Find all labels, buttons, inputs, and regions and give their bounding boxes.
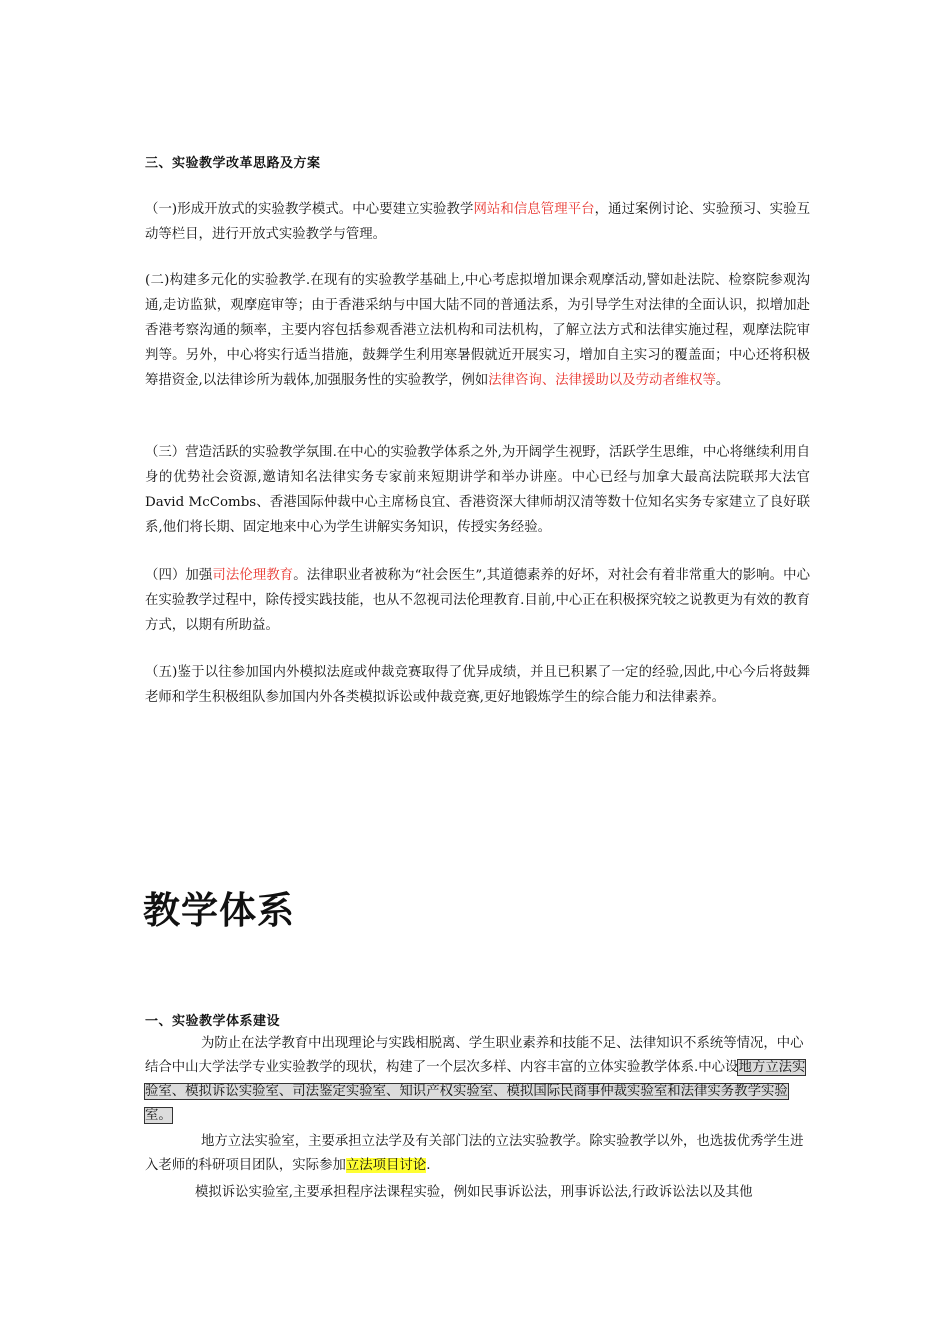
- paragraph-text: .: [426, 1158, 431, 1173]
- paragraph-open-teaching: [145, 197, 810, 247]
- paragraph-moot-lab: 模拟诉讼实验室,主要承担程序法课程实验，例如民事诉讼法，刑事诉讼法,行政诉讼法以及其他: [195, 1185, 753, 1200]
- section-heading-system: 一、实验教学体系建设: [145, 1014, 281, 1029]
- paragraph-text: (二)构建多元化的实验教学.在现有的实验教学基础上,中心考虑拟增加课余观摩活动,譬如赴法院、检察院参观沟通,走访监狱，观摩庭审等；由于香港采纳与中国大陆不同的普通法系，为引导学生对法律的全面认识，拟增加赴香港考察沟通的频率，主要内容包括参观香港立法机构和司法机构，了解立法方式和法律实施过程，观摩法院审判等。另外，中心将实行适当措施，鼓舞学生利用寒暑假就近开展实习，增加自主实习的覆盖面；中心还将积极筹措资金,以法律诊所为载体,加强服务性的实验教学，例如: [145, 273, 810, 388]
- highlight-red-text: 司法伦理教育: [212, 568, 294, 583]
- paragraph-text: （一)形成开放式的实验教学模式。中心要建立实验教学: [145, 202, 474, 217]
- paragraph-text: 。法律职业者被称为“社会医生”,其道德素养的好坏，对社会有着非常重大的影响。中心在实验教学过程中，除传授实践技能，也从不忽视司法伦理教育.目前,中心正在积极探究较之说教更为有效的教育方式，以期有所助益。: [145, 568, 811, 633]
- highlight-red-text: 法律咨询、法律援助以及劳动者维权等: [488, 373, 716, 388]
- highlight-red-text: 网站和信息管理平台: [473, 202, 595, 217]
- paragraph-text: ，通过案例讨论、实验预习、实验互动等栏目，进行开放式实验教学与管理。: [145, 202, 810, 242]
- paragraph-moot-competition: （五)鉴于以往参加国内外模拟法庭或仲裁竞赛取得了优异成绩，并且已积累了一定的经验,因此,中心今后将鼓舞老师和学生积极组队参加国内外各类模拟诉讼或仲裁竞赛,更好地锻炼学生的综合能力和法律素养。: [145, 665, 810, 705]
- paragraph-system-construction: [145, 1032, 810, 1128]
- highlight-yellow-text: 立法项目讨论: [345, 1158, 427, 1173]
- page-title: 教学体系: [143, 889, 295, 932]
- paragraph-text: 。: [715, 373, 730, 388]
- boxed-lab-list: 地方立法实验室、模拟诉讼实验室、司法鉴定实验室、知识产权实验室、模拟国际民商事仲裁实验室和法律实务教学实验室。: [145, 1060, 806, 1123]
- section-heading-reform: 三、实验教学改革思路及方案: [145, 156, 321, 171]
- paragraph-text: 为防止在法学教育中出现理论与实践相脱离、学生职业素养和技能不足、法律知识不系统等情况，中心结合中山大学法学专业实验教学的现状，构建了一个层次多样、内容丰富的立体实验教学体系.中心设: [145, 1036, 804, 1075]
- paragraph-legislation-lab: [145, 1130, 810, 1178]
- paragraph-active-atmosphere: （三）营造活跃的实验教学氛围.在中心的实验教学体系之外,为开阔学生视野，活跃学生思维，中心将继续利用自身的优势社会资源,邀请知名法律实务专家前来短期讲学和举办讲座。中心已经与加拿大最高法院联邦大法官David McCombs、香港国际仲裁中心主席杨良宜、香港资深大律师胡汉清等数十位知名实务专家建立了良好联系,他们将长期、固定地来中心为学生讲解实务知识，传授实务经验。: [145, 445, 810, 535]
- paragraph-judicial-ethics: [145, 563, 810, 638]
- paragraph-diversified-teaching: [145, 268, 810, 393]
- paragraph-text: （四）加强: [145, 568, 213, 583]
- paragraph-text: 地方立法实验室，主要承担立法学及有关部门法的立法实验教学。除实验教学以外，也选拔优秀学生进入老师的科研项目团队，实际参加: [145, 1134, 804, 1173]
